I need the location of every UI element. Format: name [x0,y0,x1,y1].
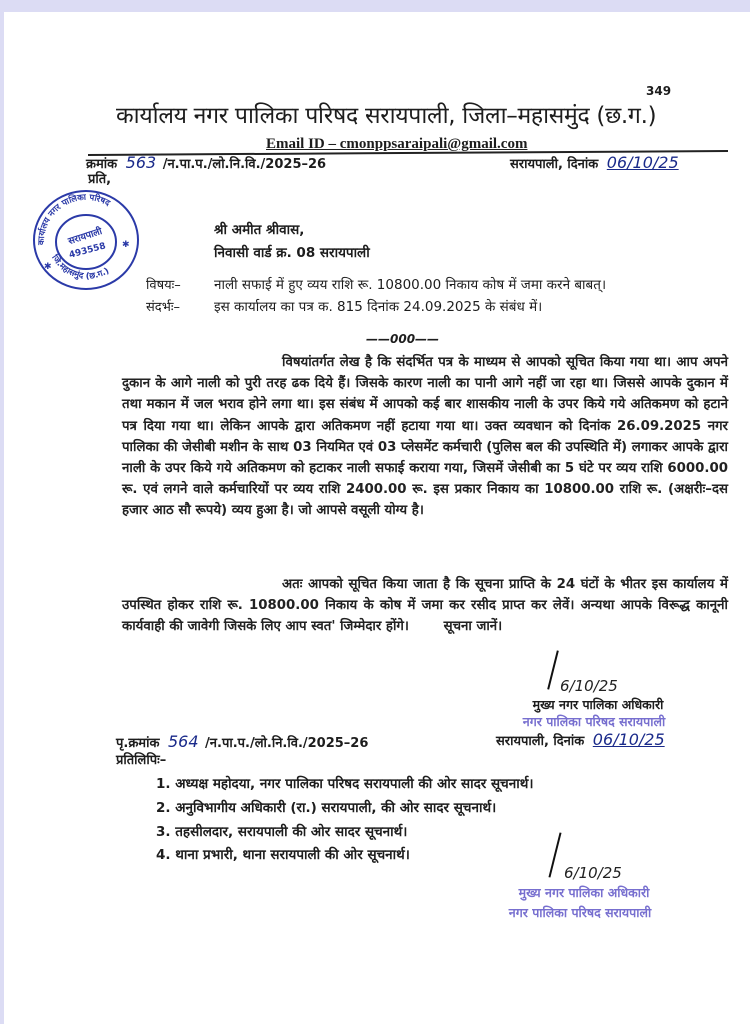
svg-text:✱: ✱ [44,262,52,272]
letter-page [4,12,750,1024]
letterhead-email: Email ID – cmonppsaraipali@gmail.com [266,136,528,152]
copy-reference-prefix: पृ.क्रमांक [116,736,160,751]
stamp-pin: 493558 [68,241,107,261]
signature-2-date: 6/10/25 [564,864,622,882]
letterhead-title: कार्यालय नगर पालिका परिषद सरायपाली, जिला–महासमुंद (छ.ग.) [116,103,657,129]
office-stamp [30,187,142,293]
reference-text: इस कार्यालय का पत्र क. 815 दिनांक 24.09.2025 के संबंध में। [214,299,543,315]
copy-reference-number-handwritten: 564 [167,732,199,751]
stamp-outer-text: कार्यालय नगर पालिका परिषद [36,192,112,246]
to-label: प्रति, [88,172,112,187]
copy-reference [116,732,368,751]
page-number: 349 [646,84,672,98]
reference-number-handwritten: 563 [125,153,157,172]
signature-1-date-line [496,730,665,749]
signature-1-office [480,713,708,730]
reference-prefix: क्रमांक [86,157,118,172]
letter-date-handwritten: 06/10/25 [606,153,679,172]
signature-stroke [548,832,561,877]
recipient-address: निवासी वार्ड क्र. 08 सरायपाली [214,245,370,261]
subject-text: नाली सफाई में हुए व्यय राशि रू. 10800.00 निकाय कोष में जमा करने बाबत्। [214,277,607,293]
signature-2-designation-text: मुख्य नगर पालिका अधिकारी [518,885,650,900]
copy-label: प्रतिलिपिः– [116,753,167,768]
body-closing: सूचना जानें। [443,619,503,635]
signature-2-designation [474,884,694,901]
body-paragraph-1: विषयांतर्गत लेख है कि संदर्भित पत्र के माध्यम से आपको सूचित किया गया था। आप अपने दुकान के आगे नाली को पुरी तरह ढक दिये हैं। जिसके कारण नाली का पानी आगे नहीं जा रहा था। जिससे आपके दुकान में तथा मकान में जल भराव होने लगा था। इस संबंध में आपको कई बार शासकीय नाली के उपर किये गये अतिकमण को हटाने पत्र दिया गया था। लेकिन आपके द्वारा अतिकमण नहीं हटाया गया था। उक्त व्यवधान को दिनांक 26.09.2025 नगर पालिका की जेसीबी मशीन के साथ 03 नियमित एवं 03 प्लेसमेंट कर्मचारी (पुलिस बल की उपस्थिति में) लगाकर आपके द्वारा नाली के उपर किये गये अतिकमण को हटाकर नाली सफाई कराया गया, जिसमें जेसीबी का 5 घंटे पर व्यय राशि 6000.00 रू. एवं लगने वाले कर्मचारियों पर व्यय राशि 2400.00 रू. इस प्रकार निकाय का 10800.00 राशि रू. (अक्षरीः–दस हजार आठ सौ रूपये) व्यय हुआ है। जो आपसे वसूली योग्य है। [122,355,728,519]
copy-list-item: 4. थाना प्रभारी, थाना सरायपाली की ओर सूचनार्थ। [156,847,410,863]
reference-suffix: /न.पा.प./लो.नि.वि./2025–26 [162,157,327,172]
signature-1-designation-text: मुख्य नगर पालिका अधिकारी [532,697,664,712]
stamp-bottom-text: जि.महासमुंद (छ.ग.) [49,253,112,282]
svg-text:✱: ✱ [122,240,130,250]
signature-2-office-text: नगर पालिका परिषद सरायपाली [508,905,652,920]
copy-list-item: 3. तहसीलदार, सरायपाली की ओर सादर सूचनार्थ। [156,824,408,840]
signature-1-date-handwritten: 06/10/25 [592,730,665,749]
signature-1-designation [488,696,708,713]
subject-label: विषयः– [146,278,181,293]
letter-date-label: सरायपाली, दिनांक [510,157,599,172]
signature-stroke [547,650,559,689]
reference-label: संदर्भः– [146,300,180,315]
signature-2-office [466,904,694,921]
body-paragraph-2 [122,574,728,638]
separator: ——000—— [366,332,440,346]
copy-list-item: 1. अध्यक्ष महोदया, नगर पालिका परिषद सरायपाली की ओर सादर सूचनार्थ। [156,776,534,792]
signature-1-date: 6/10/25 [560,677,618,695]
signature-1-office-text: नगर पालिका परिषद सरायपाली [522,714,666,729]
stamp-seal-icon [30,187,142,293]
copy-reference-suffix: /न.पा.प./लो.नि.वि./2025–26 [205,736,369,751]
signature-1-date-label: सरायपाली, दिनांक [496,734,585,749]
body-paragraph-2-text: अतः आपको सूचित किया जाता है कि सूचना प्राप्ति के 24 घंटों के भीतर इस कार्यालय में उपस्थित होकर राशि रू. 10800.00 निकाय के कोष में जमा कर रसीद प्राप्त कर लेवें। अन्यथा आपके विरूद्ध कानूनी कार्यवाही की जावेगी जिसके लिए आप स्वत' जिम्मेदार होंगे। [122,577,728,635]
stamp-inner-name: सरायपाली [66,225,104,248]
reference-number [86,153,326,172]
recipient-name: श्री अमीत श्रीवास, [214,222,305,238]
copy-list-item: 2. अनुविभागीय अधिकारी (रा.) सरायपाली, की ओर सादर सूचनार्थ। [156,800,497,816]
letter-date [510,153,679,172]
